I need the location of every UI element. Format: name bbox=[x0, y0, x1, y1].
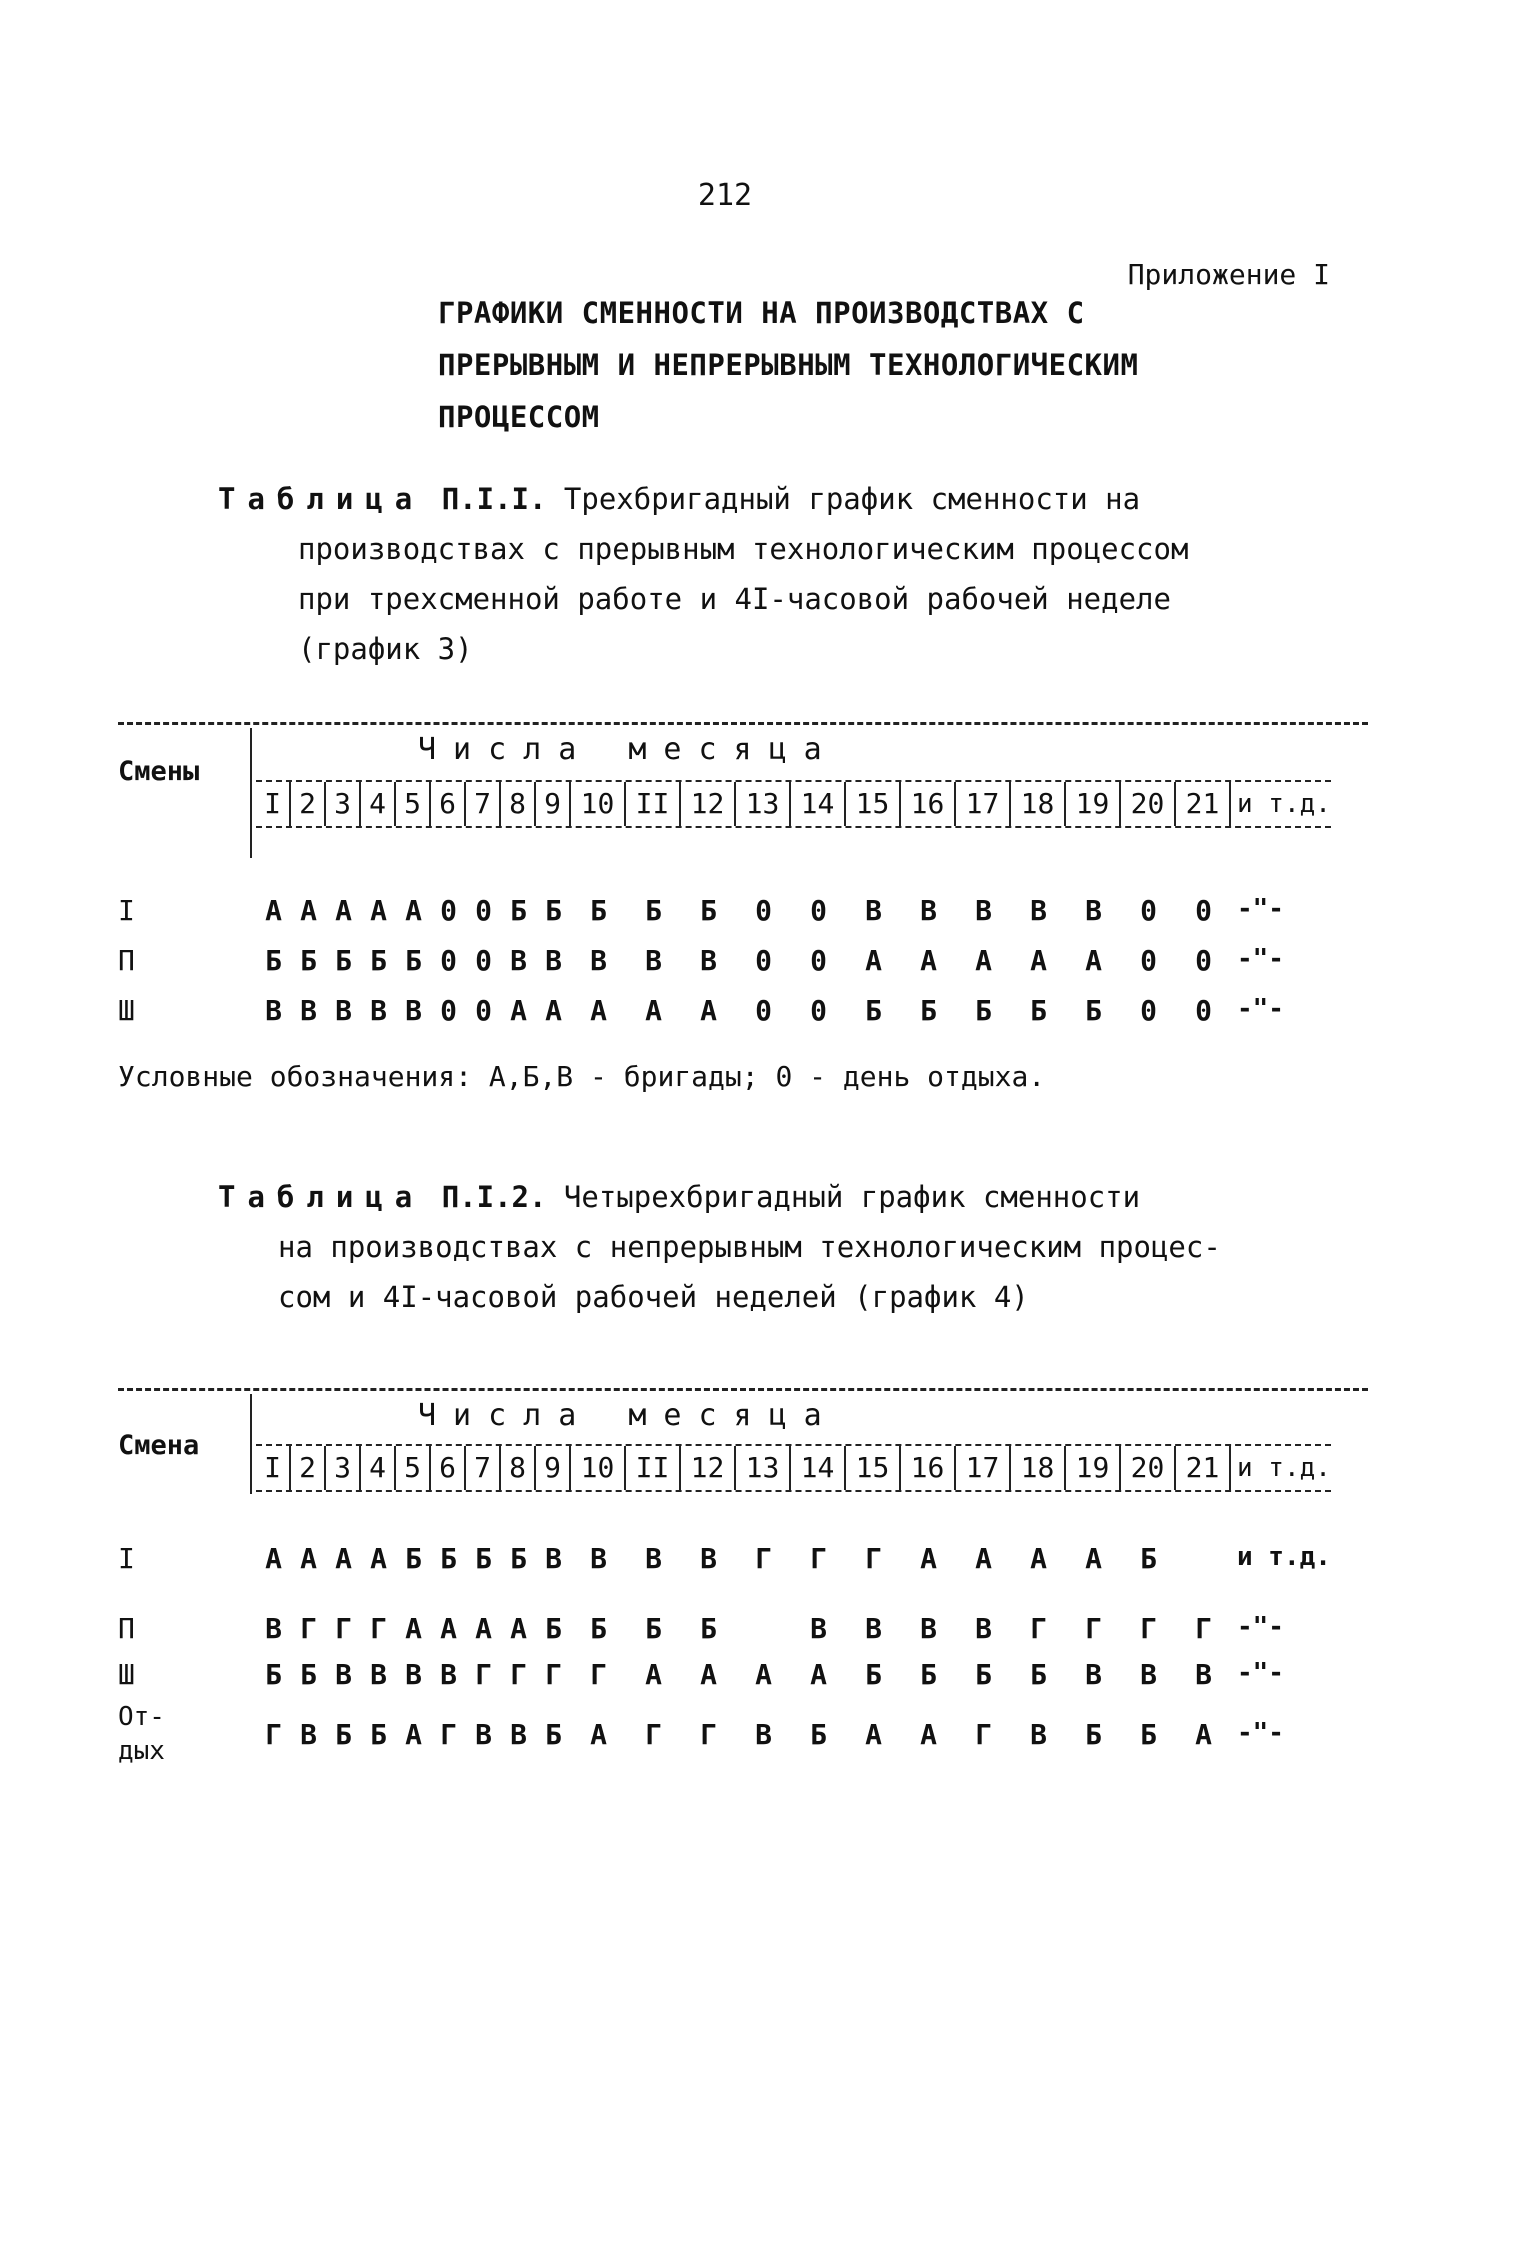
table-row bbox=[118, 1702, 1284, 1766]
table-cell: Б bbox=[545, 1611, 562, 1645]
table-row bbox=[118, 938, 1284, 982]
table-cell: Б bbox=[265, 1657, 282, 1691]
table-cell: В bbox=[335, 1657, 352, 1691]
day-header-cell: 5 bbox=[396, 1446, 431, 1490]
table-cell: Б bbox=[265, 943, 282, 977]
day-header-cell: II bbox=[626, 782, 681, 826]
table-cell: А bbox=[700, 1657, 717, 1691]
table-cell: В bbox=[405, 993, 422, 1027]
table-cell: А bbox=[405, 893, 422, 927]
day-header-cell: 17 bbox=[956, 782, 1011, 826]
table-cell: А bbox=[1195, 1717, 1212, 1751]
table-cell: А bbox=[865, 943, 882, 977]
table-row bbox=[118, 988, 1284, 1032]
table-cell: А bbox=[300, 893, 317, 927]
table-cell: В bbox=[265, 993, 282, 1027]
table-cell: Б bbox=[700, 893, 717, 927]
table-cell: Б bbox=[1030, 993, 1047, 1027]
day-header-cell: 4 bbox=[361, 782, 396, 826]
table-cell: 0 bbox=[810, 893, 827, 927]
table-cell: А bbox=[590, 1717, 607, 1751]
table-cell: А bbox=[975, 943, 992, 977]
day-header-cell: 20 bbox=[1121, 782, 1176, 826]
table-cell: В bbox=[510, 1717, 527, 1751]
table-cell: В bbox=[700, 943, 717, 977]
row-label: I bbox=[118, 1541, 135, 1575]
table2-caption-line: на производствах с непрерывным технологическим процес- bbox=[278, 1230, 1221, 1264]
day-header-cell: 18 bbox=[1011, 1446, 1066, 1490]
table-cell: 0 bbox=[755, 893, 772, 927]
day-header-cell: 13 bbox=[736, 1446, 791, 1490]
table-cell: А bbox=[920, 1541, 937, 1575]
table-cell: В bbox=[475, 1717, 492, 1751]
table-cell: Б bbox=[920, 993, 937, 1027]
appendix-label: Приложение I bbox=[1127, 258, 1330, 291]
day-header-cell: 7 bbox=[466, 1446, 501, 1490]
table-cell: В bbox=[300, 1717, 317, 1751]
table2-caption-number: П.I.2. bbox=[441, 1180, 547, 1214]
table-cell: В bbox=[405, 1657, 422, 1691]
day-header-cell: 14 bbox=[791, 1446, 846, 1490]
table-cell: А bbox=[1085, 1541, 1102, 1575]
table-cell: А bbox=[370, 893, 387, 927]
day-header-cell: 3 bbox=[326, 1446, 361, 1490]
day-header-cell: 3 bbox=[326, 782, 361, 826]
table-cell: В bbox=[975, 893, 992, 927]
table-cell: В bbox=[1030, 893, 1047, 927]
heading-line-2: ПРЕРЫВНЫМ И НЕПРЕРЫВНЫМ ТЕХНОЛОГИЧЕСКИМ bbox=[438, 348, 1139, 382]
table-cell: А bbox=[1030, 1541, 1047, 1575]
table-cell: Б bbox=[810, 1717, 827, 1751]
table-cell: Г bbox=[975, 1717, 992, 1751]
table2-day-header-row bbox=[256, 1444, 1331, 1492]
table-cell: В bbox=[440, 1657, 457, 1691]
table-cell: А bbox=[265, 893, 282, 927]
table-cell: В bbox=[975, 1611, 992, 1645]
table-cell: 0 bbox=[440, 993, 457, 1027]
table-cell: Б bbox=[920, 1657, 937, 1691]
table-cell: 0 bbox=[1140, 993, 1157, 1027]
table-cell: В bbox=[370, 1657, 387, 1691]
day-header-cell: 13 bbox=[736, 782, 791, 826]
day-header-cell: 21 bbox=[1176, 1446, 1231, 1490]
day-header-cell: I bbox=[256, 782, 291, 826]
table-cell: Г bbox=[645, 1717, 662, 1751]
row-etc: -"- bbox=[1237, 893, 1284, 924]
table1-caption-line: (график 3) bbox=[298, 632, 473, 666]
table-cell: А bbox=[300, 1541, 317, 1575]
day-header-etc: и т.д. bbox=[1237, 789, 1331, 819]
table-cell: Г bbox=[700, 1717, 717, 1751]
table2 bbox=[118, 1394, 1368, 1794]
table-cell: 0 bbox=[475, 893, 492, 927]
row-label: От- дых bbox=[118, 1702, 165, 1766]
table-cell: Г bbox=[545, 1657, 562, 1691]
table-cell: Б bbox=[440, 1541, 457, 1575]
day-header-cell: 2 bbox=[291, 782, 326, 826]
table1-caption-line: при трехсменной работе и 4I-часовой рабочей неделе bbox=[298, 582, 1171, 616]
table-cell: В bbox=[920, 1611, 937, 1645]
day-header-cell: 8 bbox=[501, 1446, 536, 1490]
table-cell: Б bbox=[510, 1541, 527, 1575]
row-etc: -"- bbox=[1237, 943, 1284, 974]
table-cell: Б bbox=[1085, 1717, 1102, 1751]
day-header-cell: 5 bbox=[396, 782, 431, 826]
row-label: Ш bbox=[118, 993, 135, 1027]
table1-header-divider bbox=[250, 728, 252, 858]
table-cell: В bbox=[810, 1611, 827, 1645]
table-cell: Г bbox=[440, 1717, 457, 1751]
day-header-cell: I bbox=[256, 1446, 291, 1490]
table-cell: В bbox=[590, 1541, 607, 1575]
day-header-cell: 6 bbox=[431, 1446, 466, 1490]
table1-day-header-row bbox=[256, 780, 1331, 828]
table-cell: В bbox=[1085, 893, 1102, 927]
table-cell: А bbox=[975, 1541, 992, 1575]
table-cell: А bbox=[440, 1611, 457, 1645]
day-header-cell: 16 bbox=[901, 1446, 956, 1490]
table-cell: В bbox=[1085, 1657, 1102, 1691]
table-cell: Б bbox=[335, 943, 352, 977]
table-cell: В bbox=[865, 893, 882, 927]
table-cell: Г bbox=[1030, 1611, 1047, 1645]
table-cell: 0 bbox=[810, 943, 827, 977]
row-label: I bbox=[118, 893, 135, 927]
table-row bbox=[118, 1652, 1284, 1696]
table-cell: Г bbox=[300, 1611, 317, 1645]
table-cell: Б bbox=[1030, 1657, 1047, 1691]
table-cell: В bbox=[590, 943, 607, 977]
day-header-cell: 2 bbox=[291, 1446, 326, 1490]
table-cell: А bbox=[265, 1541, 282, 1575]
table-cell: Г bbox=[755, 1541, 772, 1575]
table-cell: Г bbox=[265, 1717, 282, 1751]
table-cell: А bbox=[865, 1717, 882, 1751]
table-cell: А bbox=[700, 993, 717, 1027]
table1-caption-line1: Трехбригадный график сменности на bbox=[563, 482, 1141, 516]
row-etc: -"- bbox=[1237, 1717, 1284, 1748]
table1 bbox=[118, 728, 1368, 1028]
table-cell: А bbox=[920, 1717, 937, 1751]
table-cell: А bbox=[405, 1717, 422, 1751]
page-number: 212 bbox=[697, 178, 753, 213]
heading-line-1: ГРАФИКИ СМЕННОСТИ НА ПРОИЗВОДСТВАХ С bbox=[438, 296, 1085, 330]
table-cell: Г bbox=[810, 1541, 827, 1575]
table-cell: Б bbox=[405, 1541, 422, 1575]
table-cell: 0 bbox=[440, 893, 457, 927]
table-cell: Б bbox=[1140, 1717, 1157, 1751]
table-cell: Г bbox=[1195, 1611, 1212, 1645]
table-cell: А bbox=[920, 943, 937, 977]
table-cell: 0 bbox=[440, 943, 457, 977]
table2-group-header: Числа месяца bbox=[418, 1398, 839, 1433]
table-cell: Б bbox=[335, 1717, 352, 1751]
table-cell: А bbox=[645, 1657, 662, 1691]
table-cell: А bbox=[405, 1611, 422, 1645]
day-header-cell: 15 bbox=[846, 1446, 901, 1490]
table-cell: Б bbox=[545, 1717, 562, 1751]
table-cell: Г bbox=[1085, 1611, 1102, 1645]
row-etc: и т.д. bbox=[1237, 1541, 1331, 1572]
table-cell bbox=[1176, 1542, 1231, 1575]
row-etc: -"- bbox=[1237, 1657, 1284, 1688]
table-cell: Б bbox=[475, 1541, 492, 1575]
table-cell: Г bbox=[590, 1657, 607, 1691]
table-cell: В bbox=[265, 1611, 282, 1645]
table2-caption-first-line bbox=[218, 1180, 1140, 1214]
table2-column-header: Смена bbox=[118, 1430, 200, 1461]
table-cell: Б bbox=[370, 1717, 387, 1751]
table-cell: В bbox=[545, 943, 562, 977]
day-header-cell: 4 bbox=[361, 1446, 396, 1490]
table1-legend: Условные обозначения: А,Б,В - бригады; 0 - день отдыха. bbox=[118, 1060, 1046, 1093]
table-cell: Б bbox=[300, 943, 317, 977]
table-cell: А bbox=[1030, 943, 1047, 977]
table-cell: А bbox=[755, 1657, 772, 1691]
table-cell: А bbox=[370, 1541, 387, 1575]
table-cell: 0 bbox=[475, 993, 492, 1027]
table-cell: Б bbox=[645, 893, 662, 927]
day-header-cell: 18 bbox=[1011, 782, 1066, 826]
table-cell: Б bbox=[300, 1657, 317, 1691]
table-cell: Б bbox=[405, 943, 422, 977]
table-cell: В bbox=[335, 993, 352, 1027]
table-cell: В bbox=[865, 1611, 882, 1645]
table-cell: 0 bbox=[755, 943, 772, 977]
table-cell: Б bbox=[590, 893, 607, 927]
table-cell: А bbox=[1085, 943, 1102, 977]
table-cell: 0 bbox=[1195, 893, 1212, 927]
table-cell: 0 bbox=[1140, 893, 1157, 927]
table-cell: Б bbox=[645, 1611, 662, 1645]
table-cell: Б bbox=[975, 1657, 992, 1691]
table1-group-header: Числа месяца bbox=[418, 732, 839, 767]
row-etc: -"- bbox=[1237, 1611, 1284, 1642]
table-cell: 0 bbox=[755, 993, 772, 1027]
day-header-cell: 19 bbox=[1066, 782, 1121, 826]
day-header-cell: 10 bbox=[571, 782, 626, 826]
table-cell: 0 bbox=[1195, 993, 1212, 1027]
row-label: П bbox=[118, 943, 135, 977]
day-header-cell: 14 bbox=[791, 782, 846, 826]
table-cell: Г bbox=[510, 1657, 527, 1691]
table-cell: А bbox=[510, 1611, 527, 1645]
table1-column-header: Смены bbox=[118, 756, 200, 787]
day-header-cell: 12 bbox=[681, 782, 736, 826]
table2-caption-word: Таблица bbox=[218, 1180, 425, 1214]
row-label: П bbox=[118, 1611, 135, 1645]
table-cell: Б bbox=[865, 1657, 882, 1691]
table-cell: А bbox=[335, 1541, 352, 1575]
table-cell: В bbox=[1030, 1717, 1047, 1751]
table1-top-rule bbox=[118, 722, 1368, 725]
table-cell: А bbox=[475, 1611, 492, 1645]
table-cell: Г bbox=[1140, 1611, 1157, 1645]
table-cell: Б bbox=[865, 993, 882, 1027]
day-header-cell: 16 bbox=[901, 782, 956, 826]
table-cell: 0 bbox=[1140, 943, 1157, 977]
table-cell: В bbox=[645, 943, 662, 977]
day-header-cell: 21 bbox=[1176, 782, 1231, 826]
table-cell: В bbox=[300, 993, 317, 1027]
day-header-cell: 17 bbox=[956, 1446, 1011, 1490]
day-header-cell: 19 bbox=[1066, 1446, 1121, 1490]
table-cell: В bbox=[755, 1717, 772, 1751]
table-cell: А bbox=[645, 993, 662, 1027]
table-cell: А bbox=[335, 893, 352, 927]
day-header-cell: 10 bbox=[571, 1446, 626, 1490]
table-cell: В bbox=[510, 943, 527, 977]
table-cell: 0 bbox=[810, 993, 827, 1027]
table-cell: В bbox=[545, 1541, 562, 1575]
table-cell: 0 bbox=[1195, 943, 1212, 977]
heading-line-3: ПРОЦЕССОМ bbox=[438, 400, 600, 434]
table-cell: В bbox=[370, 993, 387, 1027]
table-cell: А bbox=[810, 1657, 827, 1691]
table-cell: Б bbox=[1140, 1541, 1157, 1575]
table1-caption-word: Таблица bbox=[218, 482, 425, 516]
table-cell: А bbox=[545, 993, 562, 1027]
table-cell: В bbox=[645, 1541, 662, 1575]
table-cell: Б bbox=[545, 893, 562, 927]
table1-caption-first-line bbox=[218, 482, 1140, 516]
table-cell: Г bbox=[865, 1541, 882, 1575]
day-header-cell: 7 bbox=[466, 782, 501, 826]
table-cell: Б bbox=[510, 893, 527, 927]
day-header-cell: 12 bbox=[681, 1446, 736, 1490]
day-header-cell: 20 bbox=[1121, 1446, 1176, 1490]
table1-caption-line: производствах с прерывным технологическим процессом bbox=[298, 532, 1189, 566]
table-cell: Г bbox=[475, 1657, 492, 1691]
day-header-cell: 9 bbox=[536, 782, 571, 826]
table-cell: Б bbox=[590, 1611, 607, 1645]
table-row bbox=[118, 888, 1284, 932]
day-header-cell: II bbox=[626, 1446, 681, 1490]
day-header-etc: и т.д. bbox=[1237, 1453, 1331, 1483]
table-cell: Б bbox=[1085, 993, 1102, 1027]
table-row bbox=[118, 1536, 1331, 1580]
table-cell: Г bbox=[370, 1611, 387, 1645]
table1-caption-number: П.I.I. bbox=[441, 482, 547, 516]
table-cell: А bbox=[510, 993, 527, 1027]
table-cell: В bbox=[920, 893, 937, 927]
table2-caption-line1: Четырехбригадный график сменности bbox=[563, 1180, 1141, 1214]
day-header-cell: 9 bbox=[536, 1446, 571, 1490]
table-cell: Б bbox=[975, 993, 992, 1027]
table2-top-rule bbox=[118, 1388, 1368, 1391]
table-cell: А bbox=[590, 993, 607, 1027]
day-header-cell: 15 bbox=[846, 782, 901, 826]
table-cell: Г bbox=[335, 1611, 352, 1645]
table-cell: В bbox=[1140, 1657, 1157, 1691]
table-cell: Б bbox=[700, 1611, 717, 1645]
table-row bbox=[118, 1606, 1284, 1650]
table-cell bbox=[736, 1612, 791, 1645]
table-cell: Б bbox=[370, 943, 387, 977]
row-etc: -"- bbox=[1237, 993, 1284, 1024]
table2-caption-line: сом и 4I-часовой рабочей неделей (график 4) bbox=[278, 1280, 1029, 1314]
table-cell: 0 bbox=[475, 943, 492, 977]
day-header-cell: 8 bbox=[501, 782, 536, 826]
table-cell: В bbox=[1195, 1657, 1212, 1691]
row-label: Ш bbox=[118, 1657, 135, 1691]
day-header-cell: 6 bbox=[431, 782, 466, 826]
table2-header-divider bbox=[250, 1394, 252, 1494]
table-cell: В bbox=[700, 1541, 717, 1575]
